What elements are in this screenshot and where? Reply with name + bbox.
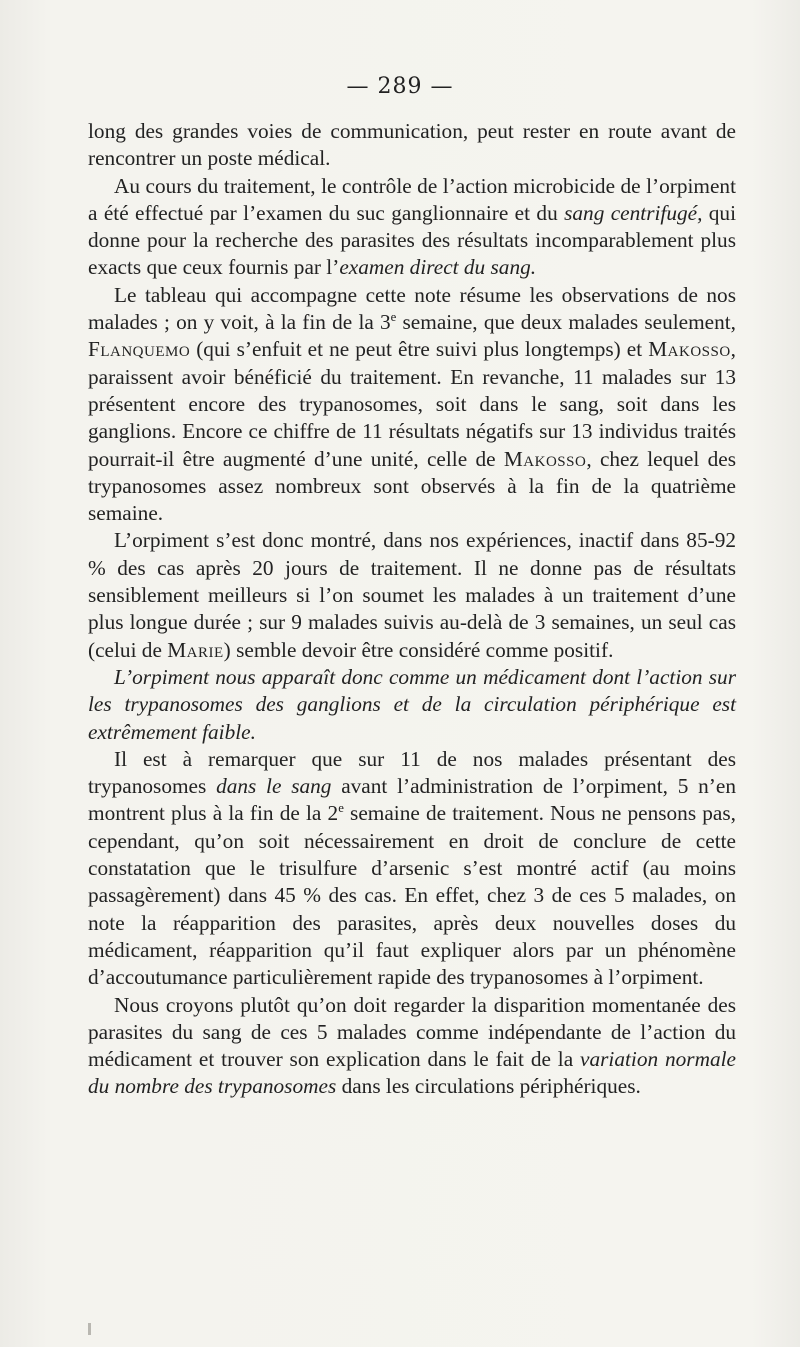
superscript: e — [390, 309, 397, 324]
italic-text: examen direct du sang. — [339, 255, 537, 280]
italic-text: dans le sang — [216, 774, 332, 799]
text-run: (qui s’enfuit et ne peut être suivi plus longtemps) et — [190, 337, 649, 362]
superscript: e — [338, 801, 344, 816]
paragraph-5 — [88, 664, 736, 746]
text-run: Il est à remarquer que sur 11 de nos malades présentant des trypanosomes — [88, 746, 736, 799]
italic-text: L’orpiment nous apparaît donc comme un médicament dont l’action sur les trypanosomes des ganglions et de la circulation périphérique est extrêmement faible. — [88, 664, 736, 744]
text-run: ) semble devoir être considéré comme positif. — [223, 637, 614, 662]
text-run: L’orpiment s’est donc montré, dans nos expériences, inactif dans 85-92 % des cas après 20 jours de traitement. Il ne donne pas de résultats sensiblement meilleurs si l’on soumet les malades à un traitement d’une plus longue durée ; sur 9 malades suivis au-delà de 3 semaines, un seul cas (celui de — [88, 528, 736, 662]
text-run: Nous croyons plutôt qu’on doit regarder la disparition momentanée des parasites du sang de ces 5 malades comme indépendante de l’action du médicament et trouver son explication dans le fait de la — [88, 992, 736, 1072]
text-run: Le tableau qui accompagne cette note résume les observations de nos malades ; on y voit, à la fin de la 3 — [88, 282, 736, 335]
print-mark — [88, 1323, 91, 1335]
name-small-caps: Makosso — [503, 446, 587, 471]
text-run: qui donne pour la recherche des parasites des résultats incomparablement plus exacts que ceux fournis par l’ — [88, 200, 736, 280]
paragraph-3 — [88, 282, 736, 528]
text-run: long des grandes voies de communication, peut rester en route avant de rencontrer un poste médical. — [88, 119, 736, 171]
text-run: avant l’administration de l’orpiment, 5 n’en montrent plus à la fin de la 2 — [88, 774, 736, 826]
text-run: , paraissent avoir bénéficié du traitement. En revanche, 11 malades sur 13 présentent encore des trypanosomes, soit dans le sang, soit dans les ganglions. Encore ce chiffre de 11 résultats négatifs sur 13 individus traités pourrait-il être augmenté d’une unité, celle de — [88, 337, 736, 471]
paragraph-4 — [88, 527, 736, 663]
text-run: semaine, que deux malades seulement, — [396, 310, 736, 335]
name-small-caps: Marie — [167, 637, 224, 662]
paragraph-2 — [88, 173, 736, 282]
page-number: — 289 — — [346, 74, 454, 99]
italic-text: sang centrifugé, — [564, 200, 703, 225]
name-small-caps: Makosso — [648, 337, 731, 362]
text-run: , chez lequel des trypanosomes assez nombreux sont observés à la fin de la quatrième semaine. — [88, 446, 736, 526]
italic-text: variation normale du nombre des trypanosomes — [88, 1047, 736, 1099]
text-run: semaine de traitement. Nous ne pensons pas, cependant, qu’on soit nécessairement en droit de conclure de cette constatation que le trisulfure d’arsenic s’est montré actif (au moins passagèrement) dans 45 % des cas. En effet, chez 3 de ces 5 malades, on note la réapparition des parasites, après deux nouvelles doses du médicament, réapparition qu’il faut expliquer alors par un phénomène d’accoutumance particulièrement rapide des trypanosomes à l’orpiment. — [88, 801, 736, 990]
text-run: Au cours du traitement, le contrôle de l’action microbicide de l’orpiment a été effectué par l’examen du suc ganglionnaire et du — [88, 173, 736, 225]
body-text — [88, 118, 736, 1101]
name-small-caps: Flanquemo — [88, 337, 191, 362]
paragraph-1 — [88, 118, 736, 173]
text-run: dans les circulations périphériques. — [336, 1074, 641, 1099]
paragraph-7 — [88, 992, 736, 1101]
paragraph-6 — [88, 746, 736, 992]
